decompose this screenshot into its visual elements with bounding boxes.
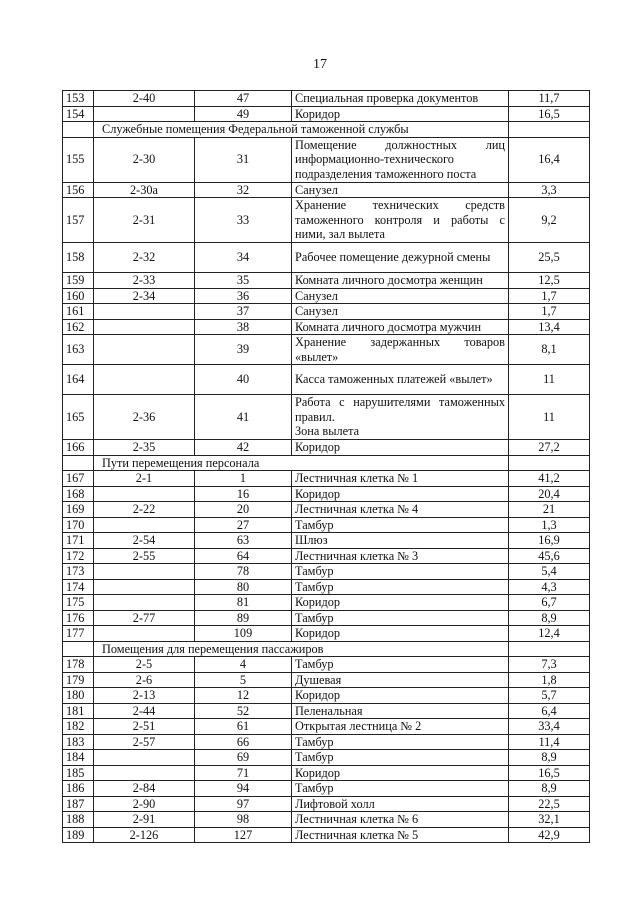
cell-room: 64 (195, 548, 292, 564)
cell-room: 35 (195, 273, 292, 289)
cell-code (94, 106, 195, 122)
cell-name: Тамбур (292, 781, 509, 797)
cell-area: 1,8 (509, 672, 590, 688)
cell-code: 2-30а (94, 182, 195, 198)
page-number: 17 (313, 57, 327, 72)
cell-code: 2-77 (94, 610, 195, 626)
cell-room: 66 (195, 734, 292, 750)
cell-number: 167 (63, 471, 94, 487)
cell-name: Лестничная клетка № 6 (292, 812, 509, 828)
cell-code: 2-5 (94, 657, 195, 673)
cell-room: 38 (195, 319, 292, 335)
cell-number: 173 (63, 564, 94, 580)
table-row (63, 91, 590, 107)
cell-name: Тамбур (292, 734, 509, 750)
cell-code: 2-126 (94, 827, 195, 843)
table-row (63, 765, 590, 781)
cell-room: 127 (195, 827, 292, 843)
table-row (63, 610, 590, 626)
cell-room: 61 (195, 719, 292, 735)
cell-code (94, 750, 195, 766)
cell-number: 157 (63, 198, 94, 243)
cell-area: 21 (509, 502, 590, 518)
cell-code (94, 486, 195, 502)
cell-area: 45,6 (509, 548, 590, 564)
cell-room: 40 (195, 365, 292, 395)
cell-name: Хранение технических средств таможенного контроля и работы с ними, зал вылета (292, 198, 509, 243)
cell-area: 12,4 (509, 626, 590, 642)
table-row (63, 106, 590, 122)
cell-area: 5,7 (509, 688, 590, 704)
cell-code: 2-31 (94, 198, 195, 243)
cell-name: Душевая (292, 672, 509, 688)
cell-room: 47 (195, 91, 292, 107)
cell-area (509, 455, 590, 471)
cell-number: 158 (63, 243, 94, 273)
cell-area: 25,5 (509, 243, 590, 273)
cell-name: Лестничная клетка № 1 (292, 471, 509, 487)
cell-number: 171 (63, 533, 94, 549)
cell-code (94, 579, 195, 595)
cell-number: 170 (63, 517, 94, 533)
table-row (63, 548, 590, 564)
cell-name: Коридор (292, 440, 509, 456)
cell-name: Коридор (292, 688, 509, 704)
table-row (63, 440, 590, 456)
cell-code: 2-91 (94, 812, 195, 828)
cell-area: 41,2 (509, 471, 590, 487)
cell-code: 2-32 (94, 243, 195, 273)
table-row (63, 335, 590, 365)
cell-room: 34 (195, 243, 292, 273)
section-row (63, 455, 590, 471)
cell-number (63, 455, 94, 471)
cell-area (509, 641, 590, 657)
cell-room: 80 (195, 579, 292, 595)
cell-number: 162 (63, 319, 94, 335)
cell-area: 11,4 (509, 734, 590, 750)
cell-number: 163 (63, 335, 94, 365)
cell-area: 16,5 (509, 106, 590, 122)
cell-code: 2-44 (94, 703, 195, 719)
cell-code (94, 595, 195, 611)
cell-room: 4 (195, 657, 292, 673)
cell-code: 2-55 (94, 548, 195, 564)
section-title: Помещения для перемещения пассажиров (94, 641, 509, 657)
cell-name: Тамбур (292, 579, 509, 595)
cell-code (94, 626, 195, 642)
cell-area: 4,3 (509, 579, 590, 595)
cell-area (509, 122, 590, 138)
cell-name: Открытая лестница № 2 (292, 719, 509, 735)
cell-number: 177 (63, 626, 94, 642)
table-row (63, 579, 590, 595)
cell-area: 3,3 (509, 182, 590, 198)
cell-number: 166 (63, 440, 94, 456)
cell-area: 8,1 (509, 335, 590, 365)
cell-code (94, 564, 195, 580)
cell-area: 8,9 (509, 610, 590, 626)
cell-number: 153 (63, 91, 94, 107)
cell-number: 155 (63, 137, 94, 182)
table-row (63, 198, 590, 243)
cell-code (94, 304, 195, 320)
cell-number: 188 (63, 812, 94, 828)
cell-code: 2-84 (94, 781, 195, 797)
cell-number (63, 641, 94, 657)
cell-area: 16,4 (509, 137, 590, 182)
cell-area: 11 (509, 395, 590, 440)
cell-area: 5,4 (509, 564, 590, 580)
cell-code: 2-35 (94, 440, 195, 456)
cell-room: 52 (195, 703, 292, 719)
section-row (63, 641, 590, 657)
cell-room: 37 (195, 304, 292, 320)
cell-number: 178 (63, 657, 94, 673)
cell-area: 12,5 (509, 273, 590, 289)
cell-name: Лифтовой холл (292, 796, 509, 812)
cell-area: 33,4 (509, 719, 590, 735)
cell-name: Санузел (292, 182, 509, 198)
cell-number (63, 122, 94, 138)
section-title: Служебные помещения Федеральной таможенной службы (94, 122, 509, 138)
cell-area: 6,4 (509, 703, 590, 719)
cell-room: 33 (195, 198, 292, 243)
cell-code (94, 335, 195, 365)
cell-number: 168 (63, 486, 94, 502)
cell-number: 175 (63, 595, 94, 611)
cell-area: 1,7 (509, 288, 590, 304)
cell-code: 2-40 (94, 91, 195, 107)
cell-name: Касса таможенных платежей «вылет» (292, 365, 509, 395)
cell-room: 31 (195, 137, 292, 182)
cell-number: 176 (63, 610, 94, 626)
table-row (63, 703, 590, 719)
table-row (63, 243, 590, 273)
cell-name: Рабочее помещение дежурной смены (292, 243, 509, 273)
cell-room: 49 (195, 106, 292, 122)
cell-code: 2-33 (94, 273, 195, 289)
cell-name: Комната личного досмотра мужчин (292, 319, 509, 335)
cell-area: 8,9 (509, 750, 590, 766)
cell-room: 42 (195, 440, 292, 456)
table-row (63, 719, 590, 735)
cell-room: 94 (195, 781, 292, 797)
cell-code (94, 319, 195, 335)
cell-name: Работа с нарушителями таможенных правил. Зона вылета (292, 395, 509, 440)
cell-area: 8,9 (509, 781, 590, 797)
table-row (63, 304, 590, 320)
cell-name: Шлюз (292, 533, 509, 549)
cell-number: 156 (63, 182, 94, 198)
cell-code (94, 765, 195, 781)
cell-room: 98 (195, 812, 292, 828)
table-row (63, 750, 590, 766)
cell-name: Коридор (292, 106, 509, 122)
cell-name: Комната личного досмотра женщин (292, 273, 509, 289)
cell-name: Лестничная клетка № 5 (292, 827, 509, 843)
cell-room: 109 (195, 626, 292, 642)
cell-code: 2-36 (94, 395, 195, 440)
cell-area: 9,2 (509, 198, 590, 243)
cell-number: 186 (63, 781, 94, 797)
table-row (63, 672, 590, 688)
cell-code (94, 517, 195, 533)
cell-name: Лестничная клетка № 3 (292, 548, 509, 564)
table-row (63, 395, 590, 440)
premises-table (62, 90, 590, 843)
table-row (63, 688, 590, 704)
table-row (63, 273, 590, 289)
section-row (63, 122, 590, 138)
cell-area: 27,2 (509, 440, 590, 456)
cell-room: 32 (195, 182, 292, 198)
cell-number: 184 (63, 750, 94, 766)
table-row (63, 319, 590, 335)
cell-name: Хранение задержанных товаров «вылет» (292, 335, 509, 365)
cell-code: 2-57 (94, 734, 195, 750)
cell-number: 154 (63, 106, 94, 122)
cell-name: Коридор (292, 765, 509, 781)
cell-room: 12 (195, 688, 292, 704)
table-row (63, 595, 590, 611)
table-row (63, 812, 590, 828)
cell-number: 189 (63, 827, 94, 843)
table-row (63, 288, 590, 304)
table-row (63, 564, 590, 580)
cell-area: 16,5 (509, 765, 590, 781)
cell-number: 183 (63, 734, 94, 750)
cell-name: Пеленальная (292, 703, 509, 719)
cell-number: 165 (63, 395, 94, 440)
table-row (63, 471, 590, 487)
cell-room: 39 (195, 335, 292, 365)
cell-room: 36 (195, 288, 292, 304)
table-row (63, 781, 590, 797)
cell-room: 41 (195, 395, 292, 440)
cell-number: 159 (63, 273, 94, 289)
table-row (63, 182, 590, 198)
cell-room: 1 (195, 471, 292, 487)
cell-name: Санузел (292, 288, 509, 304)
cell-name: Коридор (292, 626, 509, 642)
cell-number: 161 (63, 304, 94, 320)
table-row (63, 657, 590, 673)
cell-name: Тамбур (292, 657, 509, 673)
cell-code: 2-22 (94, 502, 195, 518)
section-title: Пути перемещения персонала (94, 455, 509, 471)
table-row (63, 626, 590, 642)
cell-room: 63 (195, 533, 292, 549)
cell-code: 2-30 (94, 137, 195, 182)
cell-area: 7,3 (509, 657, 590, 673)
cell-room: 78 (195, 564, 292, 580)
cell-area: 16,9 (509, 533, 590, 549)
table-row (63, 734, 590, 750)
cell-room: 16 (195, 486, 292, 502)
cell-area: 42,9 (509, 827, 590, 843)
cell-code: 2-6 (94, 672, 195, 688)
cell-room: 97 (195, 796, 292, 812)
cell-name: Коридор (292, 486, 509, 502)
cell-name: Лестничная клетка № 4 (292, 502, 509, 518)
cell-number: 169 (63, 502, 94, 518)
cell-name: Коридор (292, 595, 509, 611)
cell-number: 182 (63, 719, 94, 735)
cell-area: 1,7 (509, 304, 590, 320)
cell-area: 22,5 (509, 796, 590, 812)
cell-name: Помещение должностных лиц информационно-технического подразделения таможенного поста (292, 137, 509, 182)
cell-name: Специальная проверка документов (292, 91, 509, 107)
cell-room: 89 (195, 610, 292, 626)
cell-room: 27 (195, 517, 292, 533)
table-row (63, 365, 590, 395)
cell-code (94, 365, 195, 395)
table-row (63, 137, 590, 182)
table-row (63, 517, 590, 533)
cell-number: 185 (63, 765, 94, 781)
cell-code: 2-34 (94, 288, 195, 304)
table-row (63, 486, 590, 502)
cell-room: 81 (195, 595, 292, 611)
cell-code: 2-1 (94, 471, 195, 487)
cell-name: Тамбур (292, 610, 509, 626)
cell-name: Санузел (292, 304, 509, 320)
cell-code: 2-13 (94, 688, 195, 704)
table-row (63, 533, 590, 549)
cell-code: 2-90 (94, 796, 195, 812)
cell-room: 20 (195, 502, 292, 518)
cell-number: 181 (63, 703, 94, 719)
cell-area: 32,1 (509, 812, 590, 828)
cell-name: Тамбур (292, 564, 509, 580)
table-row (63, 827, 590, 843)
cell-number: 174 (63, 579, 94, 595)
table-row (63, 796, 590, 812)
cell-room: 69 (195, 750, 292, 766)
cell-number: 160 (63, 288, 94, 304)
cell-area: 20,4 (509, 486, 590, 502)
cell-name: Тамбур (292, 517, 509, 533)
cell-number: 164 (63, 365, 94, 395)
cell-area: 1,3 (509, 517, 590, 533)
cell-room: 5 (195, 672, 292, 688)
cell-number: 179 (63, 672, 94, 688)
table-row (63, 502, 590, 518)
cell-code: 2-51 (94, 719, 195, 735)
cell-number: 172 (63, 548, 94, 564)
cell-number: 187 (63, 796, 94, 812)
cell-code: 2-54 (94, 533, 195, 549)
cell-number: 180 (63, 688, 94, 704)
cell-name: Тамбур (292, 750, 509, 766)
cell-area: 6,7 (509, 595, 590, 611)
cell-area: 11 (509, 365, 590, 395)
cell-room: 71 (195, 765, 292, 781)
cell-area: 11,7 (509, 91, 590, 107)
cell-area: 13,4 (509, 319, 590, 335)
